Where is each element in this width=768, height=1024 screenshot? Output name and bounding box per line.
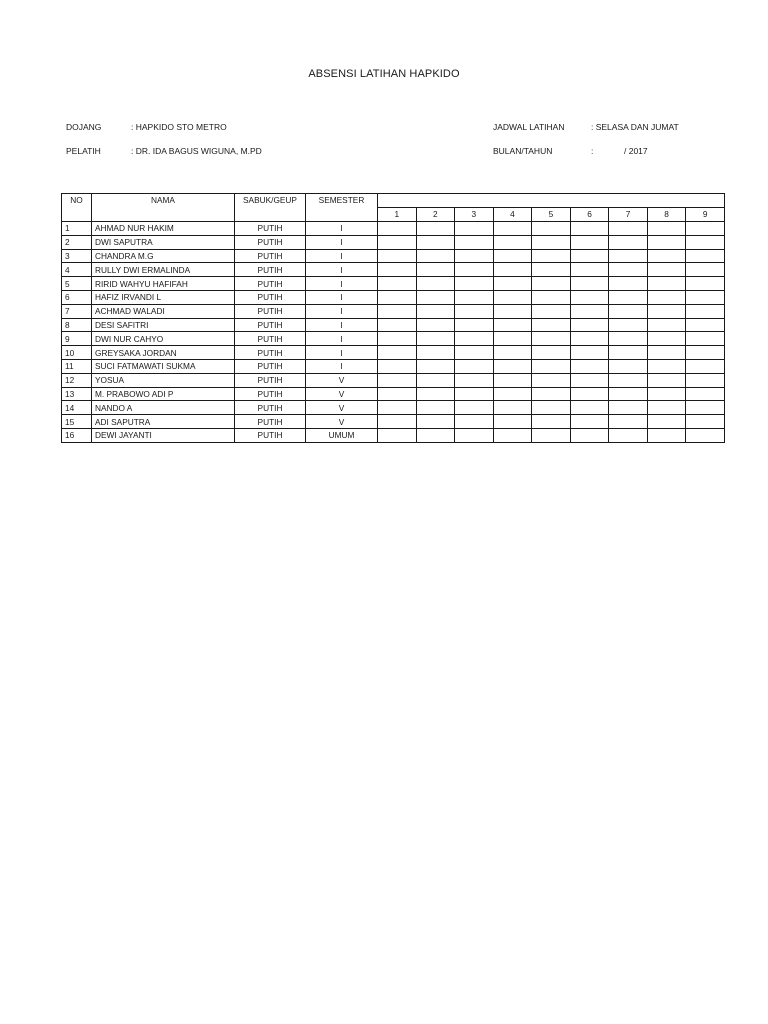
- row-semester: I: [306, 304, 378, 318]
- dojang-label: DOJANG: [66, 122, 102, 132]
- attendance-cell[interactable]: [416, 235, 455, 249]
- attendance-cell[interactable]: [378, 401, 417, 415]
- attendance-cell[interactable]: [455, 290, 494, 304]
- attendance-cell[interactable]: [609, 235, 648, 249]
- attendance-cell[interactable]: [378, 277, 417, 291]
- attendance-cell[interactable]: [647, 387, 686, 401]
- row-semester: I: [306, 249, 378, 263]
- attendance-cell[interactable]: [647, 304, 686, 318]
- table-row: [62, 387, 725, 401]
- row-sabuk: PUTIH: [235, 318, 306, 332]
- attendance-cell[interactable]: [493, 373, 532, 387]
- attendance-cell[interactable]: [455, 359, 494, 373]
- attendance-cell[interactable]: [532, 415, 571, 429]
- attendance-cell[interactable]: [609, 318, 648, 332]
- row-sabuk: PUTIH: [235, 346, 306, 360]
- attendance-cell[interactable]: [647, 235, 686, 249]
- row-sabuk: PUTIH: [235, 373, 306, 387]
- attendance-cell[interactable]: [416, 290, 455, 304]
- day-header: 1: [378, 208, 417, 222]
- attendance-cell[interactable]: [493, 235, 532, 249]
- row-no: 8: [62, 318, 92, 332]
- row-nama: DWI NUR CAHYO: [92, 332, 235, 346]
- attendance-cell[interactable]: [532, 304, 571, 318]
- row-sabuk: PUTIH: [235, 387, 306, 401]
- attendance-cell[interactable]: [493, 359, 532, 373]
- attendance-cell[interactable]: [647, 373, 686, 387]
- attendance-cell[interactable]: [570, 332, 609, 346]
- attendance-cell[interactable]: [416, 415, 455, 429]
- attendance-cell[interactable]: [493, 249, 532, 263]
- attendance-cell[interactable]: [493, 401, 532, 415]
- pelatih-label: PELATIH: [66, 146, 101, 156]
- attendance-cell[interactable]: [532, 277, 571, 291]
- row-no: 14: [62, 401, 92, 415]
- attendance-cell[interactable]: [493, 415, 532, 429]
- header-nama: NAMA: [92, 194, 235, 222]
- attendance-cell[interactable]: [647, 346, 686, 360]
- row-nama: HAFIZ IRVANDI L: [92, 290, 235, 304]
- row-semester: I: [306, 359, 378, 373]
- row-semester: UMUM: [306, 428, 378, 442]
- attendance-cell[interactable]: [647, 222, 686, 236]
- attendance-cell[interactable]: [609, 249, 648, 263]
- attendance-cell[interactable]: [455, 415, 494, 429]
- attendance-cell[interactable]: [609, 415, 648, 429]
- day-header: 5: [532, 208, 571, 222]
- row-nama: DESI SAFITRI: [92, 318, 235, 332]
- attendance-cell[interactable]: [686, 263, 725, 277]
- row-nama: SUCI FATMAWATI SUKMA: [92, 359, 235, 373]
- attendance-cell[interactable]: [416, 318, 455, 332]
- attendance-cell[interactable]: [378, 235, 417, 249]
- attendance-cell[interactable]: [455, 387, 494, 401]
- row-sabuk: PUTIH: [235, 249, 306, 263]
- attendance-cell[interactable]: [609, 277, 648, 291]
- row-no: 10: [62, 346, 92, 360]
- attendance-cell[interactable]: [378, 263, 417, 277]
- attendance-cell[interactable]: [570, 318, 609, 332]
- row-semester: V: [306, 401, 378, 415]
- attendance-cell[interactable]: [609, 332, 648, 346]
- header-semester: SEMESTER: [306, 194, 378, 222]
- row-no: 4: [62, 263, 92, 277]
- attendance-cell[interactable]: [493, 290, 532, 304]
- attendance-cell[interactable]: [532, 290, 571, 304]
- attendance-cell[interactable]: [686, 318, 725, 332]
- attendance-cell[interactable]: [686, 249, 725, 263]
- row-nama: YOSUA: [92, 373, 235, 387]
- attendance-cell[interactable]: [378, 373, 417, 387]
- page-title: ABSENSI LATIHAN HAPKIDO: [308, 68, 460, 80]
- table-row: [62, 304, 725, 318]
- attendance-cell[interactable]: [532, 401, 571, 415]
- bulan-value: / 2017: [624, 146, 648, 156]
- day-header: 4: [493, 208, 532, 222]
- attendance-cell[interactable]: [493, 263, 532, 277]
- attendance-cell[interactable]: [532, 318, 571, 332]
- attendance-cell[interactable]: [532, 249, 571, 263]
- row-no: 3: [62, 249, 92, 263]
- attendance-cell[interactable]: [416, 401, 455, 415]
- attendance-cell[interactable]: [570, 304, 609, 318]
- row-semester: V: [306, 387, 378, 401]
- row-nama: DWI SAPUTRA: [92, 235, 235, 249]
- attendance-cell[interactable]: [378, 387, 417, 401]
- attendance-cell[interactable]: [416, 428, 455, 442]
- attendance-cell[interactable]: [686, 235, 725, 249]
- attendance-cell[interactable]: [570, 373, 609, 387]
- attendance-cell[interactable]: [686, 304, 725, 318]
- attendance-cell[interactable]: [647, 332, 686, 346]
- attendance-cell[interactable]: [570, 359, 609, 373]
- row-no: 15: [62, 415, 92, 429]
- attendance-cell[interactable]: [455, 346, 494, 360]
- row-sabuk: PUTIH: [235, 359, 306, 373]
- row-semester: V: [306, 415, 378, 429]
- attendance-cell[interactable]: [378, 346, 417, 360]
- attendance-cell[interactable]: [416, 304, 455, 318]
- attendance-cell[interactable]: [647, 401, 686, 415]
- attendance-cell[interactable]: [378, 318, 417, 332]
- attendance-cell[interactable]: [609, 346, 648, 360]
- table-row: [62, 373, 725, 387]
- row-semester: I: [306, 263, 378, 277]
- table-row: [62, 249, 725, 263]
- header-no: NO: [62, 194, 92, 222]
- row-sabuk: PUTIH: [235, 401, 306, 415]
- attendance-cell[interactable]: [570, 428, 609, 442]
- jadwal-value: : SELASA DAN JUMAT: [591, 122, 679, 132]
- row-semester: I: [306, 290, 378, 304]
- row-no: 5: [62, 277, 92, 291]
- attendance-cell[interactable]: [570, 249, 609, 263]
- attendance-cell[interactable]: [455, 428, 494, 442]
- day-header: 7: [609, 208, 648, 222]
- attendance-cell[interactable]: [647, 359, 686, 373]
- attendance-cell[interactable]: [647, 290, 686, 304]
- table-row: [62, 346, 725, 360]
- attendance-cell[interactable]: [570, 277, 609, 291]
- attendance-cell[interactable]: [686, 373, 725, 387]
- attendance-cell[interactable]: [416, 387, 455, 401]
- attendance-cell[interactable]: [609, 359, 648, 373]
- table-body: [62, 222, 725, 443]
- attendance-cell[interactable]: [570, 290, 609, 304]
- attendance-cell[interactable]: [609, 222, 648, 236]
- attendance-cell[interactable]: [378, 428, 417, 442]
- table-row: [62, 415, 725, 429]
- attendance-cell[interactable]: [686, 359, 725, 373]
- attendance-cell[interactable]: [455, 222, 494, 236]
- attendance-cell[interactable]: [378, 290, 417, 304]
- attendance-cell[interactable]: [378, 359, 417, 373]
- attendance-cell[interactable]: [570, 222, 609, 236]
- attendance-cell[interactable]: [609, 304, 648, 318]
- row-sabuk: PUTIH: [235, 222, 306, 236]
- row-semester: I: [306, 222, 378, 236]
- attendance-cell[interactable]: [493, 304, 532, 318]
- table-row: [62, 332, 725, 346]
- attendance-cell[interactable]: [609, 373, 648, 387]
- row-nama: RIRID WAHYU HAFIFAH: [92, 277, 235, 291]
- row-nama: RULLY DWI ERMALINDA: [92, 263, 235, 277]
- attendance-cell[interactable]: [455, 304, 494, 318]
- row-semester: V: [306, 373, 378, 387]
- header-row: [62, 194, 725, 208]
- attendance-cell[interactable]: [416, 263, 455, 277]
- attendance-cell[interactable]: [455, 277, 494, 291]
- row-no: 9: [62, 332, 92, 346]
- header-sabuk: SABUK/GEUP: [235, 194, 306, 222]
- attendance-cell[interactable]: [647, 249, 686, 263]
- attendance-cell[interactable]: [416, 249, 455, 263]
- attendance-cell[interactable]: [493, 277, 532, 291]
- attendance-cell[interactable]: [532, 387, 571, 401]
- row-no: 1: [62, 222, 92, 236]
- attendance-cell[interactable]: [609, 428, 648, 442]
- attendance-cell[interactable]: [455, 263, 494, 277]
- attendance-cell[interactable]: [686, 346, 725, 360]
- attendance-cell[interactable]: [416, 332, 455, 346]
- table-row: [62, 401, 725, 415]
- attendance-cell[interactable]: [686, 387, 725, 401]
- attendance-cell[interactable]: [378, 415, 417, 429]
- row-sabuk: PUTIH: [235, 263, 306, 277]
- row-sabuk: PUTIH: [235, 428, 306, 442]
- attendance-cell[interactable]: [378, 249, 417, 263]
- dojang-value: : HAPKIDO STO METRO: [131, 122, 227, 132]
- attendance-cell[interactable]: [570, 415, 609, 429]
- attendance-cell[interactable]: [455, 401, 494, 415]
- table-row: [62, 428, 725, 442]
- day-header: 9: [686, 208, 725, 222]
- attendance-cell[interactable]: [455, 373, 494, 387]
- header-days-group: [378, 194, 725, 208]
- attendance-cell[interactable]: [493, 346, 532, 360]
- attendance-cell[interactable]: [686, 332, 725, 346]
- attendance-cell[interactable]: [416, 277, 455, 291]
- jadwal-label: JADWAL LATIHAN: [493, 122, 565, 132]
- day-header: 6: [570, 208, 609, 222]
- row-nama: ADI SAPUTRA: [92, 415, 235, 429]
- row-no: 2: [62, 235, 92, 249]
- attendance-cell[interactable]: [532, 235, 571, 249]
- attendance-cell[interactable]: [647, 428, 686, 442]
- row-sabuk: PUTIH: [235, 290, 306, 304]
- day-header: 3: [455, 208, 494, 222]
- attendance-cell[interactable]: [378, 332, 417, 346]
- row-nama: CHANDRA M.G: [92, 249, 235, 263]
- table-row: [62, 235, 725, 249]
- attendance-cell[interactable]: [686, 415, 725, 429]
- attendance-cell[interactable]: [647, 263, 686, 277]
- attendance-cell[interactable]: [532, 346, 571, 360]
- attendance-cell[interactable]: [570, 263, 609, 277]
- attendance-cell[interactable]: [532, 332, 571, 346]
- row-no: 12: [62, 373, 92, 387]
- row-sabuk: PUTIH: [235, 332, 306, 346]
- attendance-cell[interactable]: [609, 290, 648, 304]
- table-row: [62, 318, 725, 332]
- day-header: 8: [647, 208, 686, 222]
- row-no: 16: [62, 428, 92, 442]
- row-nama: NANDO A: [92, 401, 235, 415]
- row-semester: I: [306, 277, 378, 291]
- attendance-cell[interactable]: [686, 277, 725, 291]
- attendance-cell[interactable]: [686, 401, 725, 415]
- attendance-cell[interactable]: [416, 373, 455, 387]
- attendance-cell[interactable]: [416, 359, 455, 373]
- attendance-cell[interactable]: [647, 415, 686, 429]
- bulan-label: BULAN/TAHUN: [493, 146, 553, 156]
- attendance-cell[interactable]: [570, 401, 609, 415]
- row-nama: DEWI JAYANTI: [92, 428, 235, 442]
- attendance-cell[interactable]: [455, 332, 494, 346]
- attendance-cell[interactable]: [686, 222, 725, 236]
- row-no: 11: [62, 359, 92, 373]
- table-row: [62, 222, 725, 236]
- attendance-cell[interactable]: [686, 290, 725, 304]
- attendance-cell[interactable]: [686, 428, 725, 442]
- row-sabuk: PUTIH: [235, 277, 306, 291]
- attendance-cell[interactable]: [493, 428, 532, 442]
- attendance-cell[interactable]: [647, 318, 686, 332]
- table-row: [62, 359, 725, 373]
- row-semester: I: [306, 318, 378, 332]
- bulan-colon: :: [591, 146, 594, 156]
- attendance-table: [61, 193, 725, 443]
- attendance-cell[interactable]: [532, 359, 571, 373]
- row-semester: I: [306, 346, 378, 360]
- table-row: [62, 277, 725, 291]
- attendance-cell[interactable]: [532, 222, 571, 236]
- attendance-cell[interactable]: [493, 222, 532, 236]
- attendance-cell[interactable]: [532, 428, 571, 442]
- attendance-cell[interactable]: [416, 346, 455, 360]
- table-row: [62, 263, 725, 277]
- attendance-cell[interactable]: [493, 318, 532, 332]
- attendance-cell[interactable]: [647, 277, 686, 291]
- attendance-cell[interactable]: [455, 249, 494, 263]
- attendance-cell[interactable]: [570, 346, 609, 360]
- attendance-cell[interactable]: [609, 263, 648, 277]
- row-sabuk: PUTIH: [235, 415, 306, 429]
- attendance-cell[interactable]: [455, 318, 494, 332]
- attendance-cell[interactable]: [532, 373, 571, 387]
- attendance-cell[interactable]: [609, 401, 648, 415]
- attendance-cell[interactable]: [609, 387, 648, 401]
- attendance-cell[interactable]: [493, 387, 532, 401]
- row-semester: I: [306, 235, 378, 249]
- row-nama: AHMAD NUR HAKIM: [92, 222, 235, 236]
- attendance-cell[interactable]: [570, 387, 609, 401]
- row-no: 7: [62, 304, 92, 318]
- row-no: 6: [62, 290, 92, 304]
- table-row: [62, 290, 725, 304]
- row-nama: ACHMAD WALADI: [92, 304, 235, 318]
- row-nama: M. PRABOWO ADI P: [92, 387, 235, 401]
- pelatih-value: : DR. IDA BAGUS WIGUNA, M.PD: [131, 146, 262, 156]
- attendance-cell[interactable]: [378, 304, 417, 318]
- row-semester: I: [306, 332, 378, 346]
- attendance-cell[interactable]: [378, 222, 417, 236]
- attendance-cell[interactable]: [532, 263, 571, 277]
- attendance-cell[interactable]: [493, 332, 532, 346]
- day-header: 2: [416, 208, 455, 222]
- row-nama: GREYSAKA JORDAN: [92, 346, 235, 360]
- attendance-cell[interactable]: [455, 235, 494, 249]
- row-sabuk: PUTIH: [235, 304, 306, 318]
- row-sabuk: PUTIH: [235, 235, 306, 249]
- attendance-cell[interactable]: [570, 235, 609, 249]
- attendance-cell[interactable]: [416, 222, 455, 236]
- row-no: 13: [62, 387, 92, 401]
